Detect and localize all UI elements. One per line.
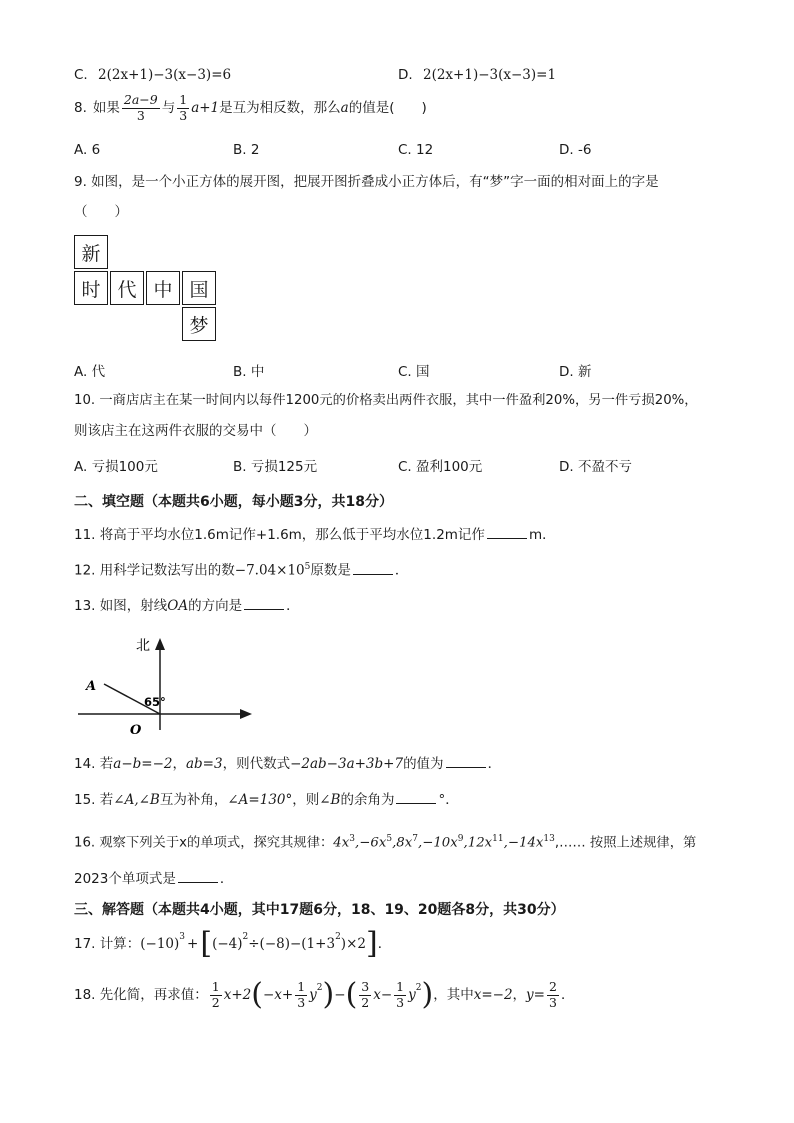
q18-frac-3-num: 3	[361, 979, 370, 994]
q9-stem-line-1: 9. 如图，是一个小正方体的展开图，把展开图折叠成小正方体后，有“梦”字一面的相对面上的字是	[74, 174, 659, 190]
q15-text-a: 15. 若	[74, 792, 114, 808]
q18	[74, 975, 574, 1015]
q16-line-1	[74, 834, 696, 851]
q16-term-exp: 5	[386, 834, 393, 844]
q8-fraction-2	[177, 94, 189, 122]
q16-term-exp: 11	[492, 834, 504, 844]
q14-expr-2: ab=3	[185, 756, 223, 772]
q10-option-b: B. 亏损125元	[233, 459, 318, 475]
q18-seg-6: y	[408, 986, 416, 1003]
q8-expr: a+1	[191, 99, 220, 116]
q13-label-a: A	[86, 679, 97, 694]
q15-text-c: ，则	[292, 792, 320, 808]
q8-option-c: C. 12	[398, 142, 434, 158]
q18-seg-6-exp: 2	[415, 983, 422, 993]
q16-term-exp: 7	[412, 834, 418, 844]
q17-text-a: 17. 计算：	[74, 935, 141, 952]
q13-var: OA	[167, 598, 189, 614]
q8-text-4: 的值是( )	[348, 99, 427, 116]
q16-term-exp: 13	[543, 834, 555, 844]
q17-left-bracket: [	[200, 926, 213, 961]
q16-line2-a: 2023个单项式是	[74, 871, 176, 887]
q18-frac-4	[394, 981, 406, 1009]
q13-direction-figure	[74, 630, 264, 740]
q18-frac-2-num: 1	[297, 979, 306, 994]
q16-term: ,12x	[463, 835, 493, 851]
q18-seg-4: −	[334, 986, 346, 1003]
q18-paren-open-2: (	[345, 977, 358, 1012]
q18-text-a: 18. 先化简，再求值：	[74, 986, 208, 1003]
q17-part-5: )×2	[340, 935, 366, 952]
q18-cond-2: y=	[526, 986, 545, 1003]
q18-frac-5-num: 2	[549, 979, 557, 994]
q8-fraction-2-numerator: 1	[179, 92, 188, 107]
q16-term-exp: 9	[457, 834, 464, 844]
q8-stem	[74, 94, 427, 122]
q14-sep: ，	[172, 756, 186, 772]
q9-option-b: B. 中	[233, 364, 265, 380]
q10-option-a: A. 亏损100元	[74, 459, 158, 475]
q9-option-a: A. 代	[74, 364, 106, 380]
q16-term: 4x	[333, 835, 350, 851]
section-3-title: 三、解答题（本题共4小题，其中17题6分，18、19、20题各8分，共30分）	[74, 902, 565, 918]
q11-blank	[487, 537, 527, 539]
q18-sep: ，	[512, 986, 527, 1003]
q12-text-a: 12. 用科学记数法写出的数	[74, 562, 235, 579]
q10-stem-line-1: 10. 一商店店主在某一时间内以每件1200元的价格卖出两件衣服，其中一件盈利20%，另一件亏损20%，	[74, 393, 698, 408]
q8-fraction-1-numerator: 2a−9	[123, 92, 158, 107]
q18-frac-1	[210, 981, 222, 1009]
q15-text-e: °．	[438, 792, 459, 808]
q18-frac-3	[359, 981, 371, 1009]
q13-text-c: ．	[286, 598, 300, 614]
q18-frac-2	[295, 981, 307, 1009]
q12	[74, 562, 408, 579]
q18-frac-4-num: 1	[396, 979, 405, 994]
q15-blank	[396, 802, 436, 804]
q9-cell-shi: 时	[74, 271, 108, 305]
q17-part-3-exp: 2	[242, 932, 249, 942]
q14-expr-1: a−b=−2	[113, 756, 173, 772]
q13-north-arrowhead	[155, 638, 165, 650]
q8-text-1: 如果	[92, 99, 120, 116]
q17-part-1: (−10)	[140, 935, 180, 952]
q14	[74, 756, 501, 772]
q9-cell-dai: 代	[110, 271, 144, 305]
q16-text-a: 16. 观察下列关于x的单项式，探究其规律：	[74, 835, 334, 851]
q18-frac-1-den: 2	[211, 994, 220, 1010]
q8-text-2: 与	[161, 99, 176, 116]
q18-seg-1: x+2	[223, 986, 252, 1003]
q7-option-d-expr: 2(2x+1)−3(x−3)=1	[422, 67, 557, 83]
q7-option-c-label: C.	[74, 67, 88, 83]
q8-option-d: D. -6	[559, 142, 592, 158]
q18-seg-2: −x+	[262, 986, 294, 1003]
q14-expr-3: −2ab−3a+3b+7	[290, 756, 404, 772]
q18-frac-4-den: 3	[396, 994, 405, 1010]
q12-expr: −7.04×10	[234, 562, 305, 579]
q9-option-c: C. 国	[398, 364, 430, 380]
q16-term: ,8x	[392, 835, 413, 851]
q15-expr-3: ∠B	[319, 792, 341, 808]
q16-blank	[178, 881, 218, 883]
q8-number: 8.	[74, 99, 87, 116]
q17-part-1-exp: 3	[179, 932, 186, 942]
q18-seg-5: x−	[373, 986, 393, 1003]
q8-fraction-1	[122, 94, 160, 122]
q9-cell-xin: 新	[74, 235, 108, 269]
q17	[74, 926, 392, 961]
q9-cell-meng: 梦	[182, 307, 216, 341]
q13-text-b: 的方向是	[188, 598, 243, 614]
q13-label-north: 北	[136, 638, 150, 654]
q13-label-angle: 65°	[144, 695, 166, 709]
q18-text-b: ，其中	[433, 986, 474, 1003]
q16-term-exp: 3	[349, 834, 355, 844]
section-2-title: 二、填空题（本题共6小题，每小题3分，共18分）	[74, 494, 393, 510]
q11-text-a: 11. 将高于平均水位1.6m记作+1.6m，那么低于平均水位1.2m记作	[74, 527, 485, 543]
q10-stem-line-2: 则该店主在这两件衣服的交易中（ ）	[74, 423, 317, 439]
q17-plus: +	[187, 935, 199, 952]
q11-text-b: m．	[528, 527, 556, 543]
q13	[74, 598, 300, 614]
q7-option-d	[398, 67, 556, 83]
q12-exponent: 5	[304, 562, 311, 572]
q13-label-o: O	[130, 723, 142, 738]
q10-option-d: D. 不盈不亏	[559, 459, 632, 475]
q15-text-b: 互为补角，	[159, 792, 228, 808]
q18-paren-close-1: )	[322, 977, 335, 1012]
q17-end: ．	[377, 935, 392, 952]
q18-frac-3-den: 2	[361, 994, 370, 1010]
q14-text-d: ．	[487, 756, 502, 772]
q17-right-bracket: ]	[365, 926, 378, 961]
q16-term: ,−6x	[355, 835, 387, 851]
q17-part-4: ÷(−8)−(1+3	[248, 935, 336, 952]
q14-text-a: 14. 若	[74, 756, 114, 772]
q9-option-d: D. 新	[559, 364, 592, 380]
q18-cond-1: x=−2	[473, 986, 513, 1003]
q13-east-arrowhead	[240, 709, 252, 719]
q12-blank	[353, 573, 393, 575]
q12-text-c: ．	[394, 562, 409, 579]
q18-end: ．	[560, 986, 575, 1003]
q15	[74, 792, 459, 808]
q15-expr-2: ∠A=130°	[227, 792, 293, 808]
q16-line2-b: ．	[219, 871, 234, 887]
q8-option-b: B. 2	[233, 142, 260, 158]
q9-cell-zhong: 中	[146, 271, 180, 305]
q14-blank	[446, 766, 486, 768]
q13-text-a: 13. 如图，射线	[74, 598, 168, 614]
q8-text-3: 是互为相反数，那么	[219, 99, 341, 116]
q18-seg-3-exp: 2	[316, 983, 323, 993]
q18-frac-1-num: 1	[211, 979, 220, 994]
q11	[74, 527, 556, 543]
q14-text-c: 的值为	[403, 756, 444, 772]
q16-text-b: ,…… 按照上述规律，第	[554, 835, 697, 851]
q8-fraction-1-denominator: 3	[136, 107, 145, 123]
q18-frac-5-den: 3	[549, 994, 557, 1010]
q18-seg-3: y	[309, 986, 317, 1003]
q9-stem-line-2: （ ）	[74, 204, 128, 220]
q13-blank	[244, 608, 284, 610]
q12-text-b: 原数是	[310, 562, 351, 579]
q18-frac-5	[547, 981, 559, 1009]
q16-term: ,−10x	[417, 835, 458, 851]
q15-text-d: 的余角为	[340, 792, 395, 808]
q8-fraction-2-denominator: 3	[179, 107, 188, 123]
q9-cell-guo: 国	[182, 271, 216, 305]
q17-part-3: (−4)	[212, 935, 243, 952]
q14-text-b: ，则代数式	[222, 756, 291, 772]
q7-option-c	[74, 67, 231, 83]
q7-option-c-expr: 2(2x+1)−3(x−3)=6	[98, 67, 232, 83]
q18-frac-2-den: 3	[297, 994, 306, 1010]
q7-option-d-label: D.	[398, 67, 413, 83]
q16-term: ,−14x	[503, 835, 544, 851]
q18-paren-open-1: (	[251, 977, 263, 1012]
q8-var: a	[340, 99, 349, 116]
q18-paren-close-2: )	[421, 977, 434, 1012]
q16-line-2	[74, 871, 233, 887]
q8-option-a: A. 6	[74, 142, 101, 158]
q17-part-4-exp: 2	[335, 932, 341, 942]
q15-expr-1: ∠A,∠B	[113, 792, 160, 808]
q10-option-c: C. 盈利100元	[398, 459, 483, 475]
